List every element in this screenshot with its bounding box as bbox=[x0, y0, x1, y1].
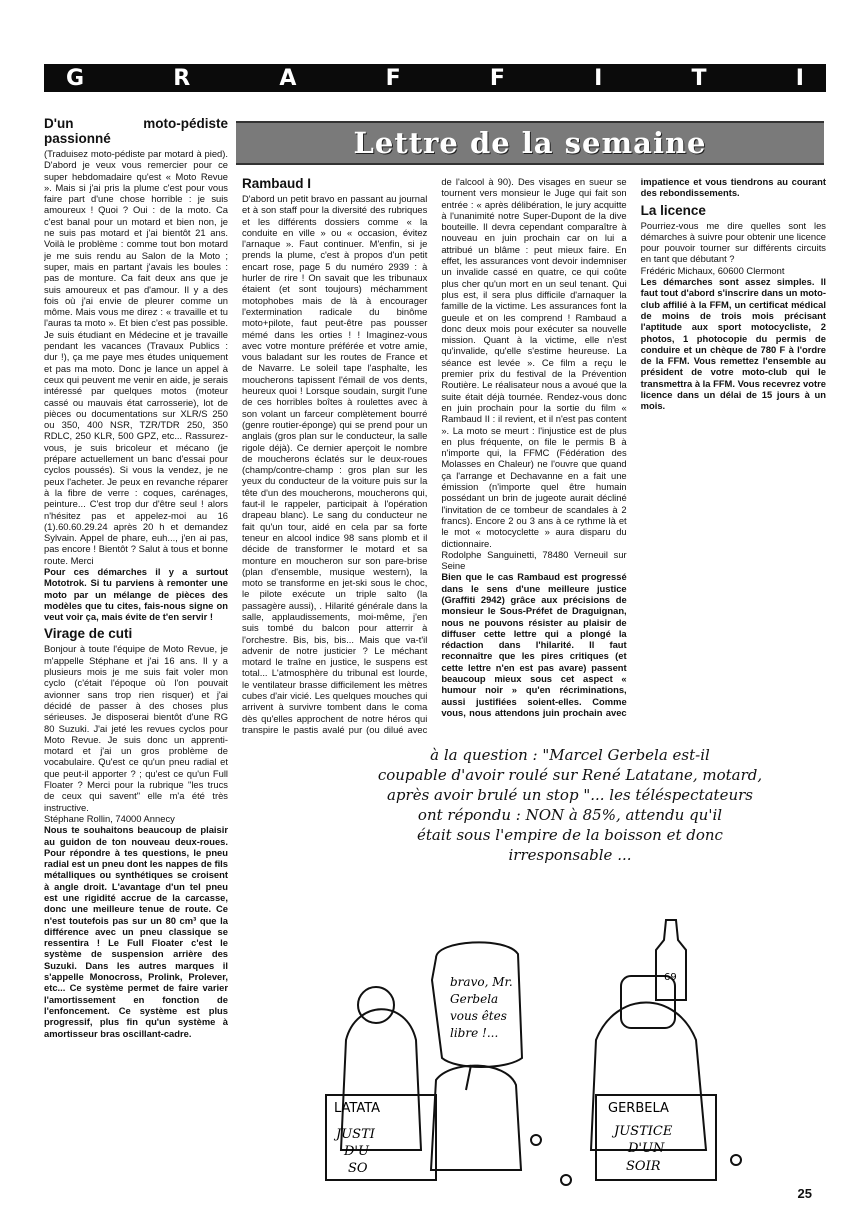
caption-line: irresponsable ... bbox=[508, 846, 632, 864]
right-board-text: SOIR bbox=[626, 1159, 661, 1174]
letter-text: D'abord un petit bravo en passant au journal et à son staff pour la diversité des rubriques et les différents dossiers comme « la conduite en ville » ou « occasion, évitez l'arnaque ». Faut continuer. M'enfin, si je prends la plume, c'est à propos d'un petit encart rose, page 5 du numéro 2939 : à hurler de rire ! On savait que les tribunaux étaient (et sont toujours) méchamment motophobes mais de là à encourager l'extermination radicale du binôme moto+pilote, faut peut-être pas pousser mémé dans les orties ! ! Imaginez-vous avec votre monture préférée et votre amie, vous baladant sur les routes de France et de Navarre. Le soleil tape l'asphalte, les moucherons tapissent l'émail de vos dents, heureux quoi ! Lorsque soudain, surgit l'une de ces horribles boîtes à roulettes avec à son volant un farceur complètement bourré (genre routier-éponge) qui se prend pour un anglais (gros plan sur le conducteur, la salle rigole déjà). Ce dernier aperçoit le nombre de moucherons éclatés sur le deux-roues (champ/contre-champ : gros plan sur les yeux du conducteur de la voiture puis sur la tête d'un des moucherons, moucherons qui, faut-il le rappeler, participait à l'opération drapeau blanc). Le sang du conducteur ne fait qu'un tour, aidé en cela par sa forte teneur en alcool indice 98 sans plomb et il décide de transformer le motard et sa monture en moucheron sur son pare-brise (plan d'ensemble, musique western), la moto se transforme en jet-ski sous le choc, le pilote exécute un triple salto (la passagère aussi), . Hilarité générale dans la salle, applaudissements, moi-même, j'en suis tombé du balcon pour atterrir à l'orchestre. Bis, bis, bis... Mais que va-t'il advenir de notre justicier ? Le méchant motard le traîne en justice, le suspens est total... L'atmosphère du tribunal est lourde, le ventilateur brasse difficilement les mètres cubes d'air vicié. Les quelques mouches qui arrivent à survivre tombent dans le coma dès qu'elles approchent de notre héros qui transpire le pastis avalé pur (ou dilué avec de l'alcool à 90). Des visages en sueur se tournent vers monsieur le Juge qui fait son entrée : « après délibération, le jury acquitte à l'unanimité notre Super-Dupont de la dive bouteille. Il devra cependant comparaître à nouveau en juin prochain car on lui a attribué un blâme : peut mieux faire. En effet, les assurances vont devoir indemniser un invalide cassé en quatre, ce qui coûte plus cher qu'un mort en un seul tenant. Qui plus est, il sera plus difficile d'arnaquer la famille de la victime. Les assurances font la gueule et on les comprend ! Rambaud a donc deux mois pour exécuter sa nouvelle mission. Quant à la victime, elle n'est qu'invalide, qu'elle s'estime heureuse. La séance est levée ». Ce film a reçu le premier prix du festival de la Prévention Routière. Le réalisateur nous a avoué que la suite était déjà tournée. Rendez-vous donc en juin prochain pour la sortie du film « Rambaud II : il revient, et il n'est pas content ». La moto se meurt : l'injustice est de plus en plus fréquente, on file le permis B à n'importe qui, la FFMC (Fédération des Molasses en Chaleur) ne l'ouvre que quand ça l'arrange et Dechavanne en a fait une émission (n'importe quel être humain possédant un brin de jugeote aurait décliné l'invitation de ce tombeur de scandales à 2 francs). Encore 2 ou 3 ans à ce rythme là et le mot « motocyclette » aura disparu du dictionnaire. bbox=[242, 176, 627, 735]
editor-answer: Bien que le cas Rambaud est progressé dans le sens d'une meilleure justice (Graffiti 2942) grâce aux précisions de monsieur le Sous-Préfet de Draguignan, nous ne pouvons résister au plaisir de diffuser cette lettre qui a plongé la rédaction dans l'hilarité. Il faut reconnaître que les pires critiques (et cette lettre n'en est pas avare) passent beaucoup mieux sous cet aspect « humour noir » qu'en récriminations, aussi justifiées soient-elles. Comme vous, nous attendons juin prochain avec impatience et vous tiendrons au courant des rebondissements. bbox=[441, 176, 826, 718]
caption-line: ont répondu : NON à 85%, attendu qu'il bbox=[417, 806, 723, 824]
caption-line: après avoir brulé un stop "... les téléspectateurs bbox=[386, 786, 753, 804]
banner-letter: T bbox=[691, 65, 707, 91]
banner-letter: I bbox=[795, 65, 804, 91]
left-column bbox=[44, 116, 228, 1196]
left-board-text: D'U bbox=[344, 1144, 369, 1159]
article-title: Rambaud I bbox=[242, 176, 312, 191]
letter-signature: Frédéric Michaux, 60600 Clermont bbox=[640, 264, 785, 276]
banner-letter: A bbox=[279, 65, 297, 91]
speech-bubble-text: libre !... bbox=[450, 1026, 499, 1040]
bottle bbox=[656, 920, 686, 1000]
article-title: La licence bbox=[640, 202, 706, 218]
left-name-sign: LATATA bbox=[334, 1101, 381, 1116]
editor-answer: Les démarches sont assez simples. Il faut tout d'abord s'inscrire dans un moto-club affilié à la FFM, un certificat médical de moins de trois mois précisant l'aptitude aux sport motocycliste, 2 photos, 1 photocopie du permis de conduire et un chèque de 780 F à l'ordre de la FFM. Vous remettez l'ensemble au président de votre moto-club qui le transmettra à la FFM. Vous recevrez votre licence dans un délai de 15 jours à un mois. bbox=[640, 276, 826, 412]
right-name-sign: GERBELA bbox=[608, 1101, 669, 1116]
banner-letter: F bbox=[489, 65, 505, 91]
editor-answer: Nous te souhaitons beaucoup de plaisir au guidon de ton nouveau deux-roues. Pour répondre à tes questions, le pneu radial est un pneu dont les nappes de fils métalliques ou synthétiques se croisent à angle droit. L'avantage d'un tel pneu est une rigidité accrue de la carcasse, donc une meilleure tenue de route. Ce n'est toutefois pas sur un 80 cm³ que la différence avec un pneu classique se ressentira ! Le Full Floater c'est le système de suspension arrière des Suzuki. Dans les autres marques il s'appelle Monocross, Prolink, Prolever, etc... Ce système permet de faire varier l'amortissement en fonction de l'enfoncement. Ce système est plus progressif, plus fin qu'un système à amortisseur bras oscillant-cadre. bbox=[44, 824, 228, 1039]
speech-bubble-text: vous êtes bbox=[450, 1009, 507, 1023]
left-board-text: SO bbox=[348, 1161, 368, 1176]
letter-text: (Traduisez moto-pédiste par motard à pied). D'abord je veux vous remercier pour ce super hebdomadaire qu'est « Moto Revue ». Mais si j'ai pris la plume c'est pour vous faire part d'une chose horrible : je suis amoureux ! Quoi ? Oui : de la moto. Ca c'est banal pour un motard et bien non, je ne suis pas motard et j'ai bientôt 21 ans. Voilà le problème : comme tout bon motard je me suis rendu au Salon de la Moto ; super, mais en partant j'avais les boules : pas de monture. Ca fait deux ans que je suis amoureux et pas d'amour. Il y a des fois où j'ai envie de pleurer comme un môme. Mais vous me direz : « travaille et tu l'auras ta moto ». Et bien c'est pas possible. Je suis étudiant en Médecine et je travaille pendant les vacances (Travaux Publics : dur !), ça me paye mes études uniquement et pas ma moto. Donc je lance un appel à ceux qui peuvent me venir en aide, je serais intéressé par quelques motos (moteur cassé ou mauvais état carrosserie), lot de pièces ou documentations sur XLR/S 250 ou 350, 400 NSR, TZR/TDR 250, 350 RDLC, 250 KLR, 500 GPZ, etc... Rassurez-vous, je suis bricoleur et mécano (je prépare actuellement un banc d'essai pour cyclos poussés). Si vous la vendez, je ne peux l'acheter. Je peux en revanche réparer à la fibre de verre : coques, carénages, peinture... C'est trop dur d'être seul ! alors n'hésitez pas et appelez-moi au 16 (1).60.60.29.24 après 20 h et demandez Sylvain. Appel de phare, euh..., j'en ai pas, pas encore ! Bientôt ? Salut à tous et bonne route. Merci bbox=[44, 148, 228, 566]
banner-letter: I bbox=[594, 65, 603, 91]
letter-signature: Rodolphe Sanguinetti, 78480 Verneuil sur Seine bbox=[441, 548, 627, 572]
banner-letter: F bbox=[385, 65, 401, 91]
caption-line: à la question : "Marcel Gerbela est-il bbox=[430, 746, 710, 764]
speech-bubble-text: bravo, Mr. bbox=[450, 975, 513, 989]
caption-line: coupable d'avoir roulé sur René Latatane, motard, bbox=[377, 766, 763, 784]
page-number: 25 bbox=[797, 1186, 812, 1201]
article-title: D'un moto-pédiste passionné bbox=[44, 116, 228, 146]
right-board-text: D'UN bbox=[628, 1141, 665, 1156]
article-title: Virage de cuti bbox=[44, 626, 133, 642]
left-board-text: JUSTI bbox=[336, 1127, 375, 1142]
caption-line: était sous l'empire de la boisson et donc bbox=[417, 826, 723, 844]
letter-header-title: Lettre de la semaine bbox=[353, 126, 707, 160]
letter-signature: Stéphane Rollin, 74000 Annecy bbox=[44, 812, 175, 824]
letter-of-the-week-header bbox=[236, 121, 824, 165]
courtroom-cartoon bbox=[236, 740, 796, 1195]
letter-article bbox=[242, 176, 826, 736]
banner-letter: R bbox=[173, 65, 191, 91]
bottle-label: 69 bbox=[664, 972, 677, 983]
graffiti-banner bbox=[44, 64, 826, 92]
editor-answer: Pour ces démarches il y a surtout Mototrok. Si tu parviens à remonter une moto par un mélange de pièces des modèles que tu cites, fais-nous signe on veut voir ça, mais évite de t'en servir ! bbox=[44, 565, 228, 623]
banner-letter: G bbox=[66, 65, 85, 91]
right-board-text: JUSTICE bbox=[614, 1124, 673, 1139]
letter-text: Pourriez-vous me dire quelles sont les démarches à suivre pour obtenir une licence pour pouvoir tourner sur différents circuits en tant que débutant ? bbox=[640, 219, 826, 265]
center-figure bbox=[431, 1066, 521, 1170]
letter-text: Bonjour à toute l'équipe de Moto Revue, je m'appelle Stéphane et j'ai 16 ans. Il y a plusieurs mois je me suis fait voler mon cyclo (c'était l'époque où l'on pouvait avionner sans trop rien risquer) et j'ai décidé de passer à des choses plus sérieuses. Je disposerai bientôt d'une RG 80 Suzuki. J'ai jeté les revues cyclos pour Moto Revue. Je suis donc un apprenti-motard et j'ai un gros problème de vocabulaire. Qu'est ce qu'un pneu radial et que peut-il apporter ? ; qu'est ce qu'un Full Floater ? Merci pour la rubrique "les trucs de ceux qui savent" elle m'a été très instructive. bbox=[44, 643, 228, 813]
speech-bubble-text: Gerbela bbox=[450, 992, 499, 1006]
